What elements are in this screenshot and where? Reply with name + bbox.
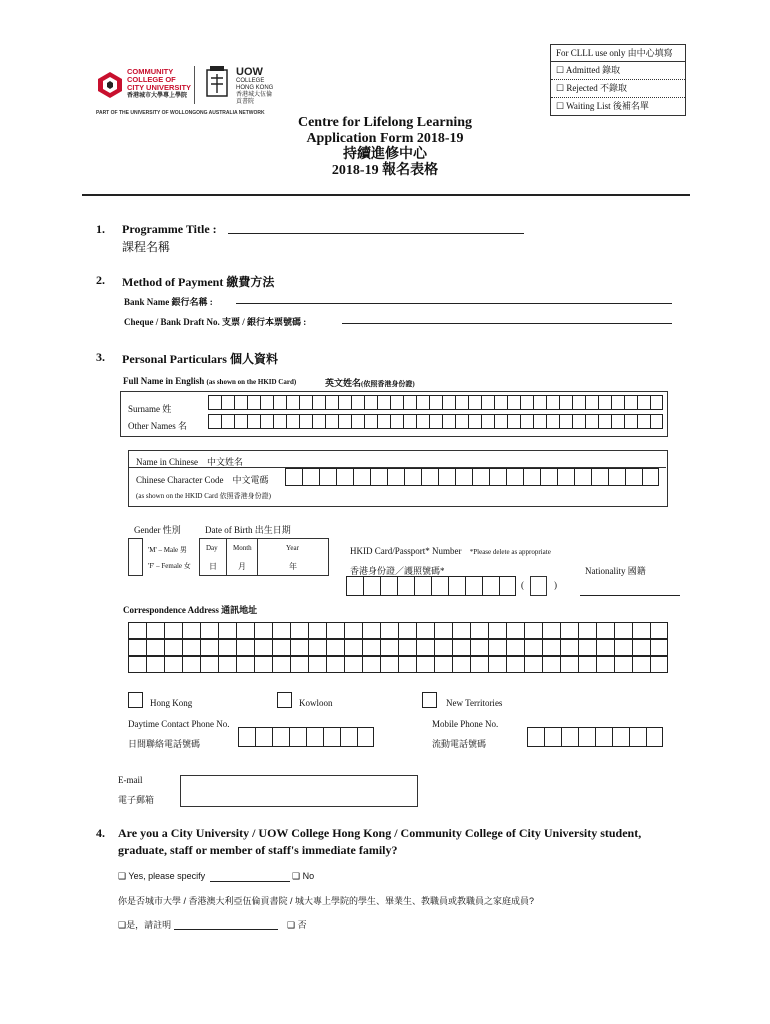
month-label: Month: [233, 544, 252, 552]
chinese-name-label: Name in Chinese 中文姓名: [136, 457, 243, 467]
uow-logo-text: [236, 66, 273, 106]
title-rule: [82, 194, 690, 196]
uow-line2: HONG KONG: [236, 85, 274, 91]
title-line2: Application Form 2018-19: [306, 131, 464, 146]
yes-specify-input[interactable]: [210, 881, 290, 882]
hong-kong-label: Hong Kong: [150, 698, 193, 708]
section4-number: 4.: [96, 826, 105, 840]
payment-label: Method of Payment 繳費方法: [122, 275, 275, 289]
fullname-cn-note: (依照香港身份證): [361, 380, 415, 388]
fullname-label: [123, 376, 296, 386]
mobile-cn-label: 流動電話號碼: [432, 739, 487, 749]
no-option[interactable]: ❑ No: [292, 871, 315, 881]
hkid-cn-label: 香港身份證／護照號碼*: [350, 566, 445, 576]
new-territories-checkbox[interactable]: [422, 692, 437, 708]
chinese-code-note: (as shown on the HKID Card 依照香港身份證): [136, 492, 271, 500]
dob-label: Date of Birth 出生日期: [205, 525, 291, 535]
yes-option[interactable]: ❑ Yes, please specify: [118, 871, 206, 881]
hkid-text: HKID Card/Passport* Number: [350, 546, 462, 556]
title-line1: Centre for Lifelong Learning: [297, 115, 473, 130]
year-label: Year: [286, 544, 299, 552]
section2-number: 2.: [96, 273, 105, 287]
fullname-note: (as shown on the HKID Card): [206, 378, 297, 386]
fullname-text: Full Name in English: [123, 376, 205, 386]
no-option-cn[interactable]: ❑ 否: [287, 920, 307, 930]
network-text: PART OF THE UNIVERSITY OF WOLLONGONG AUSTRALIA NETWORK: [96, 110, 265, 116]
section1-number: 1.: [96, 222, 105, 236]
day-cn-label: 日: [209, 562, 217, 571]
cc-line3: CITY UNIVERSITY: [127, 83, 192, 92]
cc-logo-mark: [96, 70, 124, 100]
dob-divider2: [257, 538, 258, 576]
day-phone-grid[interactable]: [238, 727, 374, 747]
hkid-paren-open: (: [521, 580, 524, 590]
programme-title-chinese: 課程名稱: [122, 240, 171, 254]
other-names-label: Other Names 名: [128, 421, 187, 431]
dob-table[interactable]: [199, 538, 329, 576]
surname-grid[interactable]: [208, 395, 663, 410]
other-names-grid[interactable]: [208, 414, 663, 429]
day-phone-label: Daytime Contact Phone No.: [128, 719, 230, 729]
hkid-grid[interactable]: [346, 576, 516, 596]
yes-option-cn[interactable]: ❑是，請註明: [118, 920, 172, 930]
affiliation-question-cn: 你是否城市大學 / 香港澳大利亞伍倫貢書院 / 城大專上學院的學生、畢業生、教職員或教職員之家庭成員?: [118, 896, 535, 906]
new-territories-label: New Territories: [446, 698, 503, 708]
address-row1[interactable]: [128, 622, 668, 639]
page-title: [0, 115, 770, 179]
chinese-code-label: Chinese Character Code 中文電碼: [136, 475, 269, 485]
male-option: 'M' – Male 男: [148, 546, 187, 554]
email-cn-label: 電子郵箱: [118, 795, 155, 805]
office-use-box: [550, 44, 686, 116]
gender-input[interactable]: [128, 538, 143, 576]
programme-title-input[interactable]: [228, 233, 524, 234]
kowloon-checkbox[interactable]: [277, 692, 292, 708]
section3-number: 3.: [96, 350, 105, 364]
bank-name-input[interactable]: [236, 303, 672, 304]
programme-title-label: Programme Title :: [122, 222, 217, 236]
uow-chinese1: 香港城大伍倫: [236, 92, 273, 98]
mobile-grid[interactable]: [527, 727, 663, 747]
cc-chinese: 香港城市大學專上學院: [127, 93, 188, 99]
address-label: Correspondence Address 通訊地址: [123, 605, 258, 615]
hong-kong-checkbox[interactable]: [128, 692, 143, 708]
year-cn-label: 年: [289, 562, 297, 571]
mobile-label: Mobile Phone No.: [432, 719, 499, 729]
nationality-label: Nationality 國籍: [585, 566, 646, 576]
uow-title: UOW: [236, 66, 263, 78]
address-row3[interactable]: [128, 656, 668, 673]
hkid-label: [350, 546, 551, 556]
cc-line1: COMMUNITY: [127, 67, 174, 76]
title-line3: 持續進修中心: [343, 147, 427, 162]
surname-label: Surname 姓: [128, 404, 172, 414]
month-cn-label: 月: [238, 562, 246, 571]
dob-divider1: [226, 538, 227, 576]
cc-line2: COLLEGE OF: [127, 75, 176, 84]
fullname-cn-text: 英文姓名: [325, 378, 362, 388]
chinese-code-grid[interactable]: [285, 468, 659, 486]
rejected-checkbox[interactable]: ☐ Rejected 不錄取: [551, 80, 685, 98]
uow-chinese2: 貢書院: [236, 99, 255, 105]
kowloon-label: Kowloon: [299, 698, 333, 708]
hkid-note: *Please delete as appropriate: [469, 548, 551, 556]
fullname-cn-label: [325, 376, 415, 389]
office-use-title: For CLLL use only 由中心填寫: [551, 45, 685, 62]
uow-line1: COLLEGE: [236, 78, 265, 84]
hkid-paren-close: ): [554, 580, 557, 590]
affiliation-question-line2: graduate, staff or member of staff's immediate family?: [118, 843, 398, 857]
cc-logo-text: [127, 68, 191, 100]
title-line4: 2018-19 報名表格: [331, 163, 439, 178]
day-label: Day: [206, 544, 218, 552]
affiliation-question-line1: Are you a City University / UOW College Hong Kong / Community College of City University student,: [118, 826, 642, 840]
bank-name-label: Bank Name 銀行名稱 :: [124, 297, 213, 307]
waiting-checkbox[interactable]: ☐ Waiting List 後補名單: [556, 101, 649, 111]
personal-particulars-label: Personal Particulars 個人資料: [122, 352, 278, 366]
email-label: E-mail: [118, 775, 143, 785]
logo-divider: [194, 66, 195, 104]
gender-label: Gender 性別: [134, 525, 181, 535]
female-option: 'F' – Female 女: [148, 562, 191, 570]
address-row2[interactable]: [128, 639, 668, 656]
admitted-checkbox[interactable]: ☐ Admitted 錄取: [551, 62, 685, 80]
yes-specify-cn-input[interactable]: [174, 929, 278, 930]
cheque-label: Cheque / Bank Draft No. 支票 / 銀行本票號碼 :: [124, 317, 307, 327]
uow-crest-icon: [206, 66, 228, 100]
hkid-check-digit[interactable]: [530, 576, 547, 596]
cheque-input[interactable]: [342, 323, 672, 324]
nationality-input[interactable]: [580, 595, 680, 596]
day-phone-cn-label: 日間聯絡電話號碼: [128, 739, 201, 749]
email-input[interactable]: [180, 775, 418, 807]
